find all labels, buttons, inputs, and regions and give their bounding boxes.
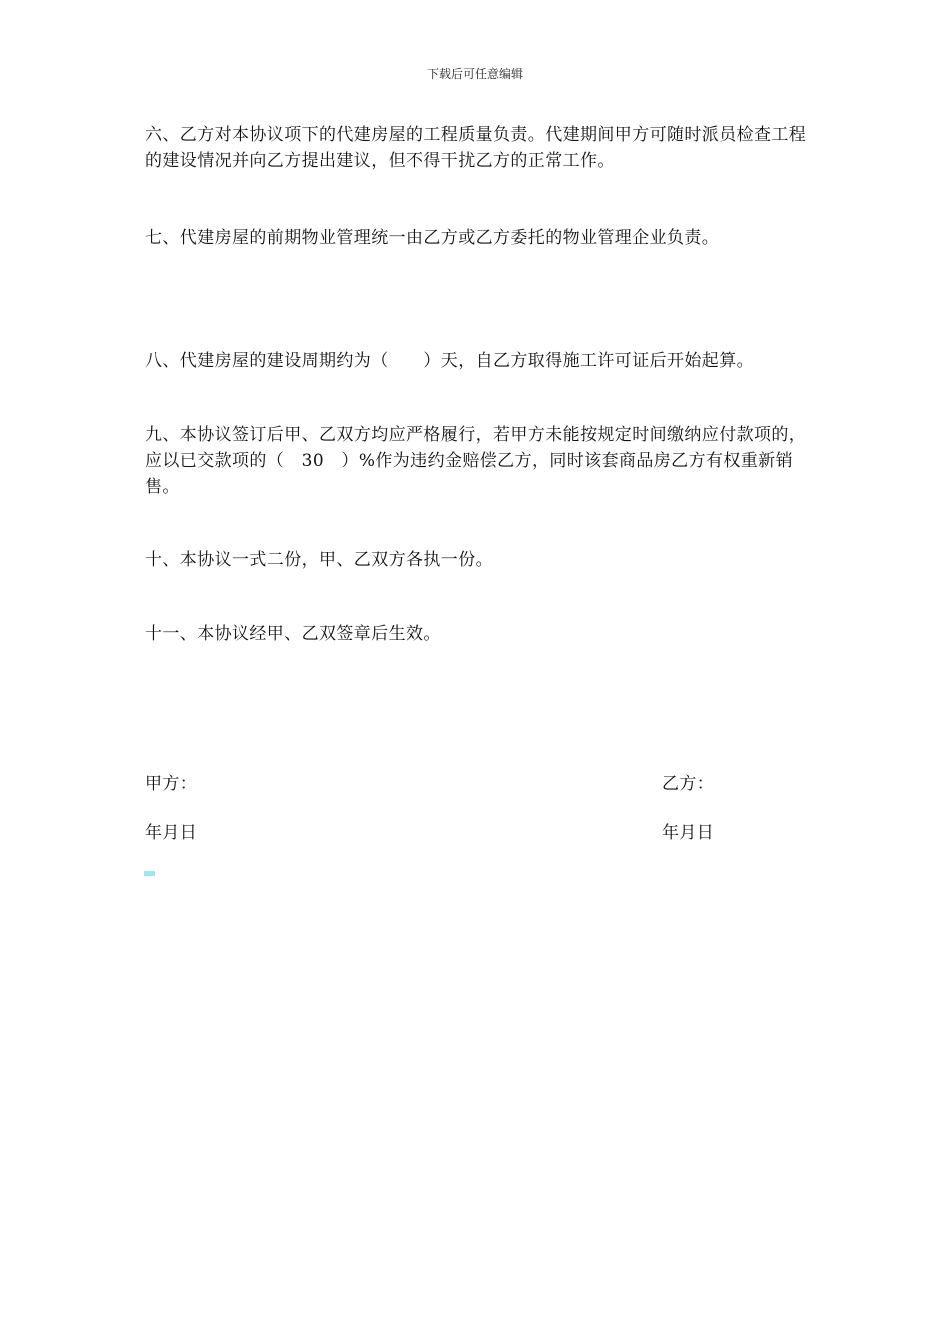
party-b-date: 年月日 bbox=[662, 823, 715, 843]
clause-6: 六、乙方对本协议项下的代建房屋的工程质量负责。代建期间甲方可随时派员检查工程的建设情况并向乙方提出建议，但不得干扰乙方的正常工作。 bbox=[145, 125, 807, 171]
party-b-label: 乙方： bbox=[662, 774, 715, 794]
party-a-date: 年月日 bbox=[145, 823, 198, 843]
clause-11: 十一、本协议经甲、乙双签章后生效。 bbox=[145, 624, 441, 644]
clause-7: 七、代建房屋的前期物业管理统一由乙方或乙方委托的物业管理企业负责。 bbox=[145, 228, 720, 248]
clause-9: 九、本协议签订后甲、乙双方均应严格履行，若甲方未能按规定时间缴纳应付款项的，应以已交款项的（ 30 ）%作为违约金赔偿乙方，同时该套商品房乙方有权重新销售。 bbox=[145, 425, 807, 497]
clause-8: 八、代建房屋的建设周期约为（ ）天，自乙方取得施工许可证后开始起算。 bbox=[145, 351, 754, 371]
header-note: 下载后可任意编辑 bbox=[426, 67, 523, 81]
clause-10: 十、本协议一式二份，甲、乙双方各执一份。 bbox=[145, 550, 493, 570]
party-a-label: 甲方： bbox=[145, 774, 198, 794]
highlight-marker bbox=[144, 871, 155, 876]
